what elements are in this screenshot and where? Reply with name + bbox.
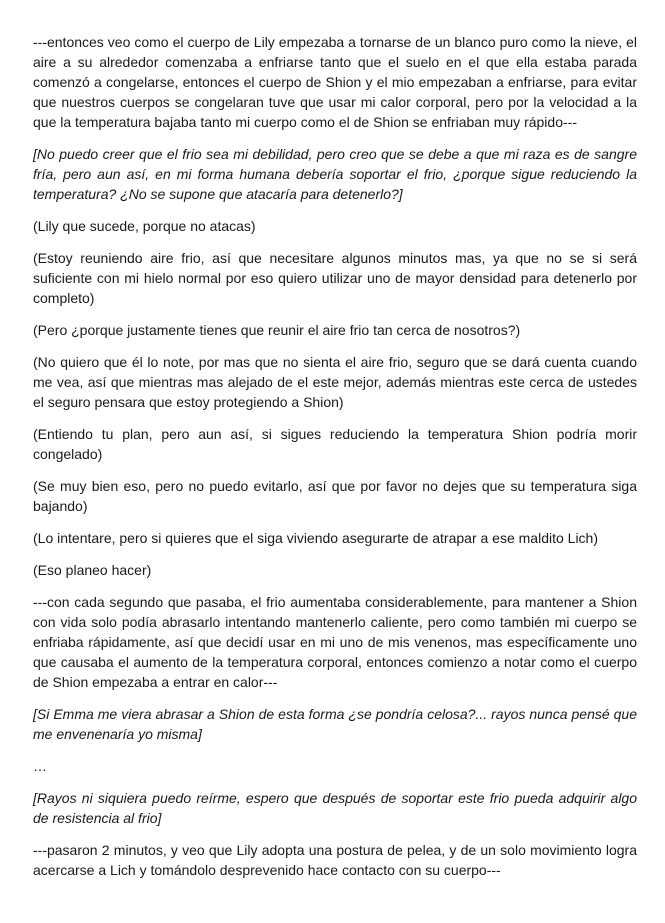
thought-paragraph: [Rayos ni siquiera puedo reírme, espero que después de soportar este frio pueda adquirir algo de resistencia al frio] bbox=[33, 790, 637, 826]
thought-paragraph: [Si Emma me viera abrasar a Shion de esta forma ¿se pondría celosa?... rayos nunca pensé que me envenenaría yo misma] bbox=[33, 706, 637, 742]
narration-paragraph: ---con cada segundo que pasaba, el frio aumentaba considerablemente, para mantener a Shion con vida solo podía abrasarlo intentando mantenerlo caliente, pero como también mi cuerpo se enfriaba rápidamente, así que decidí usar en mi uno de mis venenos, mas específicamente uno que causaba el aumento de la temperatura corporal, entonces comienzo a notar como el cuerpo de Shion empezaba a entrar en calor--- bbox=[33, 594, 637, 690]
dialogue-paragraph: (Lo intentare, pero si quieres que el siga viviendo asegurarte de atrapar a ese maldito Lich) bbox=[33, 530, 598, 546]
dialogue-paragraph: (No quiero que él lo note, por mas que no sienta el aire frio, seguro que se dará cuenta cuando me vea, así que mientras mas alejado de el este mejor, además mientras este cerca de ustedes el seguro pensara que estoy protegiendo a Shion) bbox=[33, 354, 637, 410]
dialogue-paragraph: (Eso planeo hacer) bbox=[33, 562, 152, 578]
dialogue-paragraph: (Se muy bien eso, pero no puedo evitarlo, así que por favor no dejes que su temperatura siga bajando) bbox=[33, 478, 637, 514]
dialogue-paragraph: (Pero ¿porque justamente tienes que reunir el aire frio tan cerca de nosotros?) bbox=[33, 322, 521, 338]
dialogue-paragraph: (Estoy reuniendo aire frio, así que necesitare algunos minutos mas, ya que no se si será suficiente con mi hielo normal por eso quiero utilizar uno de mayor densidad para detenerlo por completo) bbox=[33, 250, 637, 306]
thought-paragraph: [No puedo creer que el frio sea mi debilidad, pero creo que se debe a que mi raza es de sangre fría, pero aun así, en mi forma humana debería soportar el frio, ¿porque sigue reduciendo la temperatura? ¿No se supone que atacaría para detenerlo?] bbox=[33, 146, 637, 202]
narration-paragraph: ---entonces veo como el cuerpo de Lily empezaba a tornarse de un blanco puro como la nieve, el aire a su alrededor comenzaba a enfriarse tanto que el suelo en el que ella estaba parada comenzó a congelarse, entonces el cuerpo de Shion y el mio empezaban a enfriarse, para evitar que nuestros cuerpos se congelaran tuve que usar mi calor corporal, pero por la velocidad a la que la temperatura bajaba tanto mi cuerpo como el de Shion se enfriaban muy rápido--- bbox=[33, 34, 637, 130]
ellipsis-paragraph: … bbox=[33, 758, 47, 774]
dialogue-paragraph: (Entiendo tu plan, pero aun así, si sigues reduciendo la temperatura Shion podría morir congelado) bbox=[33, 426, 637, 462]
dialogue-paragraph: (Lily que sucede, porque no atacas) bbox=[33, 218, 256, 234]
narration-paragraph: ---pasaron 2 minutos, y veo que Lily adopta una postura de pelea, y de un solo movimiento logra acercarse a Lich y tomándolo desprevenido hace contacto con su cuerpo--- bbox=[33, 842, 637, 878]
